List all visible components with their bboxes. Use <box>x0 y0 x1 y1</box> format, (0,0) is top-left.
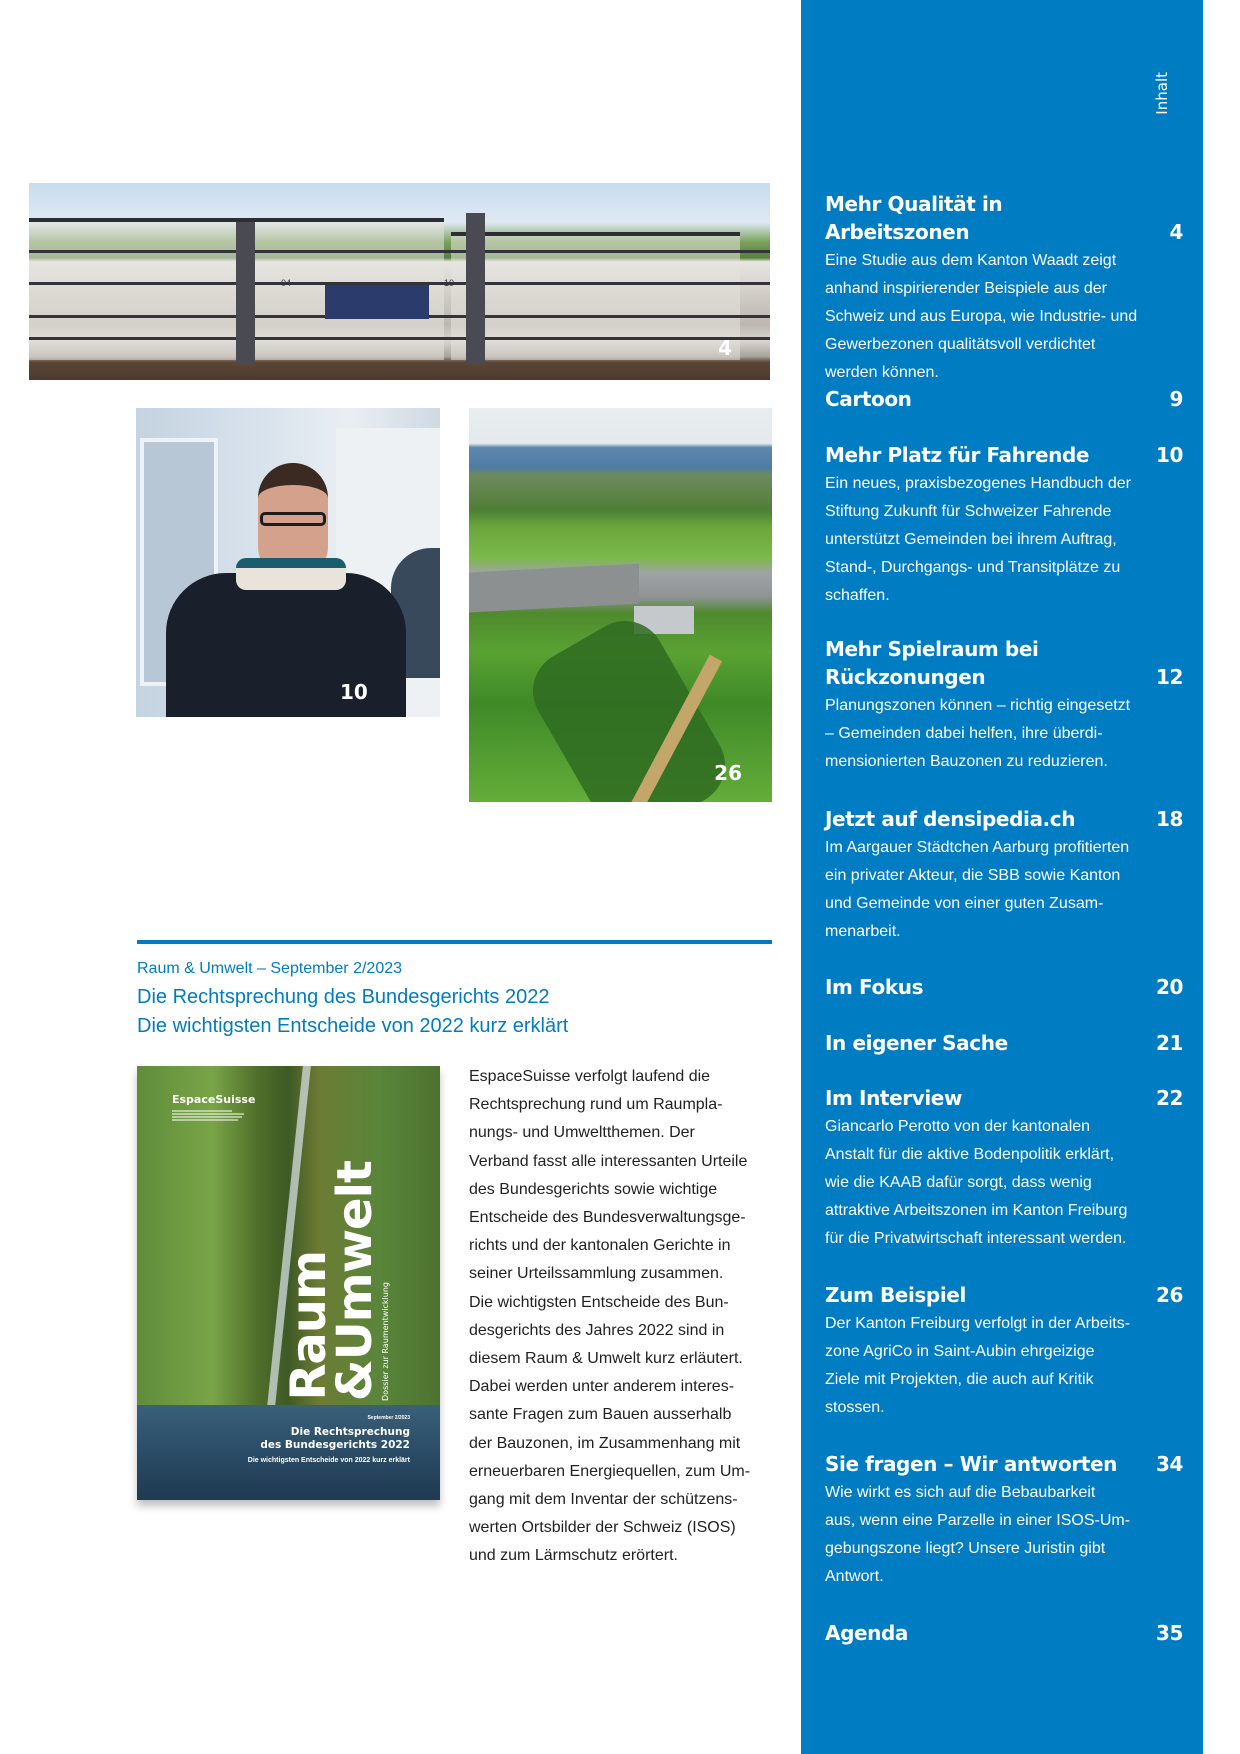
toc-description-line: Giancarlo Perotto von der kantonalen <box>825 1118 1091 1135</box>
cover-title-line2: des Bundesgerichts 2022 <box>260 1439 410 1451</box>
toc-entry-page: 21 <box>1155 1031 1183 1055</box>
body-line: und zum Lärmschutz erörtert. <box>469 1547 678 1565</box>
toc-description-line: mensionierten Bauzonen zu reduzieren. <box>825 753 1108 770</box>
toc-entry[interactable] <box>825 1029 1183 1057</box>
feature-kicker: Raum & Umwelt – September 2/2023 <box>137 960 403 977</box>
toc-entry-description <box>825 1479 1165 1591</box>
floor-line <box>29 337 770 340</box>
toc-entry-page: 4 <box>1169 220 1183 244</box>
toc-entry-page: 26 <box>1155 1283 1183 1307</box>
tree-line <box>518 606 739 802</box>
toc-entry-description <box>825 247 1165 387</box>
toc-entry-header <box>825 1084 1183 1112</box>
floor-line <box>29 282 770 285</box>
toc-description-line: Ziele mit Projekten, die auch auf Kritik <box>825 1371 1094 1388</box>
toc-entry-header <box>825 635 1183 691</box>
cover-title-line1: Die Rechtsprechung <box>290 1426 410 1438</box>
unit-label: 04 <box>280 277 291 288</box>
toc-description-line: schaffen. <box>825 587 890 604</box>
toc-description-line: Ein neues, praxisbezogenes Handbuch der <box>825 475 1131 492</box>
toc-description-line: für die Privatwirtschaft interessant werden. <box>825 1230 1127 1247</box>
toc-description-line: Anstalt für die aktive Bodenpolitik erklärt, <box>825 1146 1115 1163</box>
body-line: Rechtsprechung rund um Raumpla- <box>469 1096 723 1114</box>
toc-entry-page: 20 <box>1155 975 1183 999</box>
body-line: gang mit dem Inventar der schützens- <box>469 1491 738 1509</box>
toc-entry-header <box>825 190 1183 246</box>
toc-entry-title: Im Interview <box>825 1086 963 1110</box>
body-line: erneuerbaren Energiequellen, zum Um- <box>469 1462 751 1480</box>
cover-title <box>260 1426 410 1452</box>
body-line: desgerichts des Jahres 2022 sind in <box>469 1321 725 1339</box>
floor-line <box>29 250 770 253</box>
aerial-landscape-image <box>469 408 772 802</box>
section-rule <box>137 940 772 944</box>
body-line: werten Ortsbilder der Schweiz (ISOS) <box>469 1519 736 1537</box>
toc-entry-header <box>825 805 1183 833</box>
toc-entry-page: 18 <box>1155 807 1183 831</box>
toc-entry-description <box>825 470 1165 610</box>
table-of-contents-sidebar <box>801 0 1203 1754</box>
toc-entry-title: Sie fragen – Wir antworten <box>825 1452 1117 1476</box>
cover-subtitle: Die wichtigsten Entscheide von 2022 kurz erklärt <box>247 1457 410 1464</box>
page-number-badge: 10 <box>340 680 368 704</box>
toc-entry-title: Mehr Spielraum bei Rückzonungen <box>825 637 1039 689</box>
toc-entry-description <box>825 1113 1165 1253</box>
toc-entry-description <box>825 692 1165 776</box>
toc-entry-description <box>825 834 1165 946</box>
toc-description-line: aus, wenn eine Parzelle in einer ISOS-Um- <box>825 1512 1131 1529</box>
toc-description-line: Gewerbezonen qualitätsvoll verdichtet <box>825 336 1096 353</box>
toc-description-line: Im Aargauer Städtchen Aarburg profitierten <box>825 839 1130 856</box>
body-line: der Bauzonen, im Zusammenhang mit <box>469 1434 741 1452</box>
toc-entry-page: 9 <box>1169 387 1183 411</box>
toc-description-line: Stand-, Durchgangs- und Transitplätze zu <box>825 559 1121 576</box>
toc-description-line: Wie wirkt es sich auf die Bebaubarkeit <box>825 1484 1096 1501</box>
toc-entry[interactable] <box>825 1450 1183 1591</box>
toc-entry-title: Mehr Qualität in Arbeitszonen <box>825 192 1003 244</box>
page-number-badge: 4 <box>718 336 732 360</box>
toc-entry-page: 22 <box>1155 1086 1183 1110</box>
toc-entry[interactable] <box>825 1084 1183 1253</box>
page-number-badge: 26 <box>714 761 742 785</box>
toc-description-line: Eine Studie aus dem Kanton Waadt zeigt <box>825 252 1117 269</box>
cover-date: September 2/2023 <box>367 1415 410 1421</box>
toc-description-line: wie die KAAB dafür sorgt, dass wenig <box>825 1174 1092 1191</box>
person-collar <box>236 558 346 590</box>
feature-title-line2: Die wichtigsten Entscheide von 2022 kurz erklärt <box>137 1015 569 1037</box>
toc-description-line: gebungszone liegt? Unsere Juristin gibt <box>825 1540 1106 1557</box>
person-glasses <box>260 512 326 526</box>
toc-entry[interactable] <box>825 805 1183 946</box>
toc-entry-page: 34 <box>1155 1452 1183 1476</box>
factory-roof <box>469 564 639 613</box>
toc-entry-header <box>825 1029 1183 1057</box>
stair-core <box>236 222 255 364</box>
cover-logo <box>281 1160 405 1401</box>
stair-core <box>466 213 485 365</box>
toc-description-line: – Gemeinden dabei helfen, ihre überdi- <box>825 725 1103 742</box>
body-line: Verband fasst alle interessanten Urteile <box>469 1152 748 1170</box>
toc-description-line: menarbeit. <box>825 923 901 940</box>
body-line: Die wichtigsten Entscheide des Bun- <box>469 1293 729 1311</box>
courtyard <box>325 285 429 318</box>
toc-entry-title: Cartoon <box>825 387 912 411</box>
body-line: diesem Raum & Umwelt kurz erläutert. <box>469 1350 743 1368</box>
toc-entry-page: 35 <box>1155 1621 1183 1645</box>
portrait-image <box>136 408 440 717</box>
toc-entry-title: Jetzt auf densipedia.ch <box>825 807 1076 831</box>
toc-description-line: Stiftung Zukunft für Schweizer Fahrende <box>825 503 1112 520</box>
toc-description-line: Der Kanton Freiburg verfolgt in der Arbeits- <box>825 1315 1131 1332</box>
body-line: seiner Urteilssammlung zusammen. <box>469 1265 724 1283</box>
toc-description-line: stossen. <box>825 1399 885 1416</box>
toc-description-line: werden können. <box>825 364 939 381</box>
cover-brand: EspaceSuisse <box>172 1093 256 1106</box>
toc-entry[interactable] <box>825 385 1183 413</box>
feature-body <box>469 1063 774 1571</box>
body-line: sante Fragen zum Bauen ausserhalb <box>469 1406 732 1424</box>
toc-entry[interactable] <box>825 441 1183 610</box>
toc-entry-description <box>825 1310 1165 1422</box>
toc-entry[interactable] <box>825 1619 1183 1647</box>
toc-description-line: ein privater Akteur, die SBB sowie Kanton <box>825 867 1121 884</box>
feature-title-line1: Die Rechtsprechung des Bundesgerichts 2022 <box>137 986 550 1008</box>
body-line: EspaceSuisse verfolgt laufend die <box>469 1068 711 1085</box>
toc-entry-header <box>825 1619 1183 1647</box>
body-line: Entscheide des Bundesverwaltungsge- <box>469 1209 746 1227</box>
toc-entry-header <box>825 441 1183 469</box>
toc-entry-title: Zum Beispiel <box>825 1283 966 1307</box>
toc-entry[interactable] <box>825 190 1183 387</box>
body-line: richts und der kantonalen Gerichte in <box>469 1237 731 1255</box>
cover-logo-tagline: Dossier zur Raumentwicklung <box>381 1282 390 1401</box>
top-image-building-cross-section <box>29 183 770 380</box>
person-jacket <box>166 573 406 717</box>
toc-entry-header <box>825 1281 1183 1309</box>
toc-entry-header <box>825 973 1183 1001</box>
toc-entry-title: Agenda <box>825 1621 909 1645</box>
toc-description-line: unterstützt Gemeinden bei ihrem Auftrag, <box>825 531 1117 548</box>
toc-entry[interactable] <box>825 635 1183 776</box>
toc-entry-page: 10 <box>1155 443 1183 467</box>
toc-description-line: attraktive Arbeitszonen im Kanton Freiburg <box>825 1202 1128 1219</box>
toc-description-line: zone AgriCo in Saint-Aubin ehrgeizige <box>825 1343 1095 1360</box>
toc-entry-header <box>825 1450 1183 1478</box>
toc-entry[interactable] <box>825 1281 1183 1422</box>
toc-entry-title: Mehr Platz für Fahrende <box>825 443 1090 467</box>
cover-logo-raum: Raum <box>281 1251 337 1401</box>
toc-entry-title: In eigener Sache <box>825 1031 1008 1055</box>
magazine-cover[interactable] <box>137 1066 440 1500</box>
toc-entry-title: Im Fokus <box>825 975 924 999</box>
section-label: Inhalt <box>1153 72 1171 115</box>
toc-description-line: Planungszonen können – richtig eingesetzt <box>825 697 1131 714</box>
toc-entry[interactable] <box>825 973 1183 1001</box>
cover-logo-umwelt: &Umwelt <box>327 1160 383 1401</box>
body-line: nungs- und Umweltthemen. Der <box>469 1124 695 1142</box>
body-line: des Bundesgerichts sowie wichtige <box>469 1180 718 1198</box>
toc-entry-page: 12 <box>1155 665 1183 689</box>
toc-entry-header <box>825 385 1183 413</box>
body-line: Dabei werden unter anderem interes- <box>469 1378 735 1396</box>
toc-description-line: Schweiz und aus Europa, wie Industrie- und <box>825 308 1138 325</box>
toc-description-line: anhand inspirierender Beispiele aus der <box>825 280 1107 297</box>
cover-brand-subline <box>172 1109 252 1122</box>
unit-label: 10 <box>443 277 454 288</box>
feature-title <box>137 983 777 1041</box>
toc-description-line: und Gemeinde von einer guten Zusam- <box>825 895 1104 912</box>
toc-description-line: Antwort. <box>825 1568 884 1585</box>
